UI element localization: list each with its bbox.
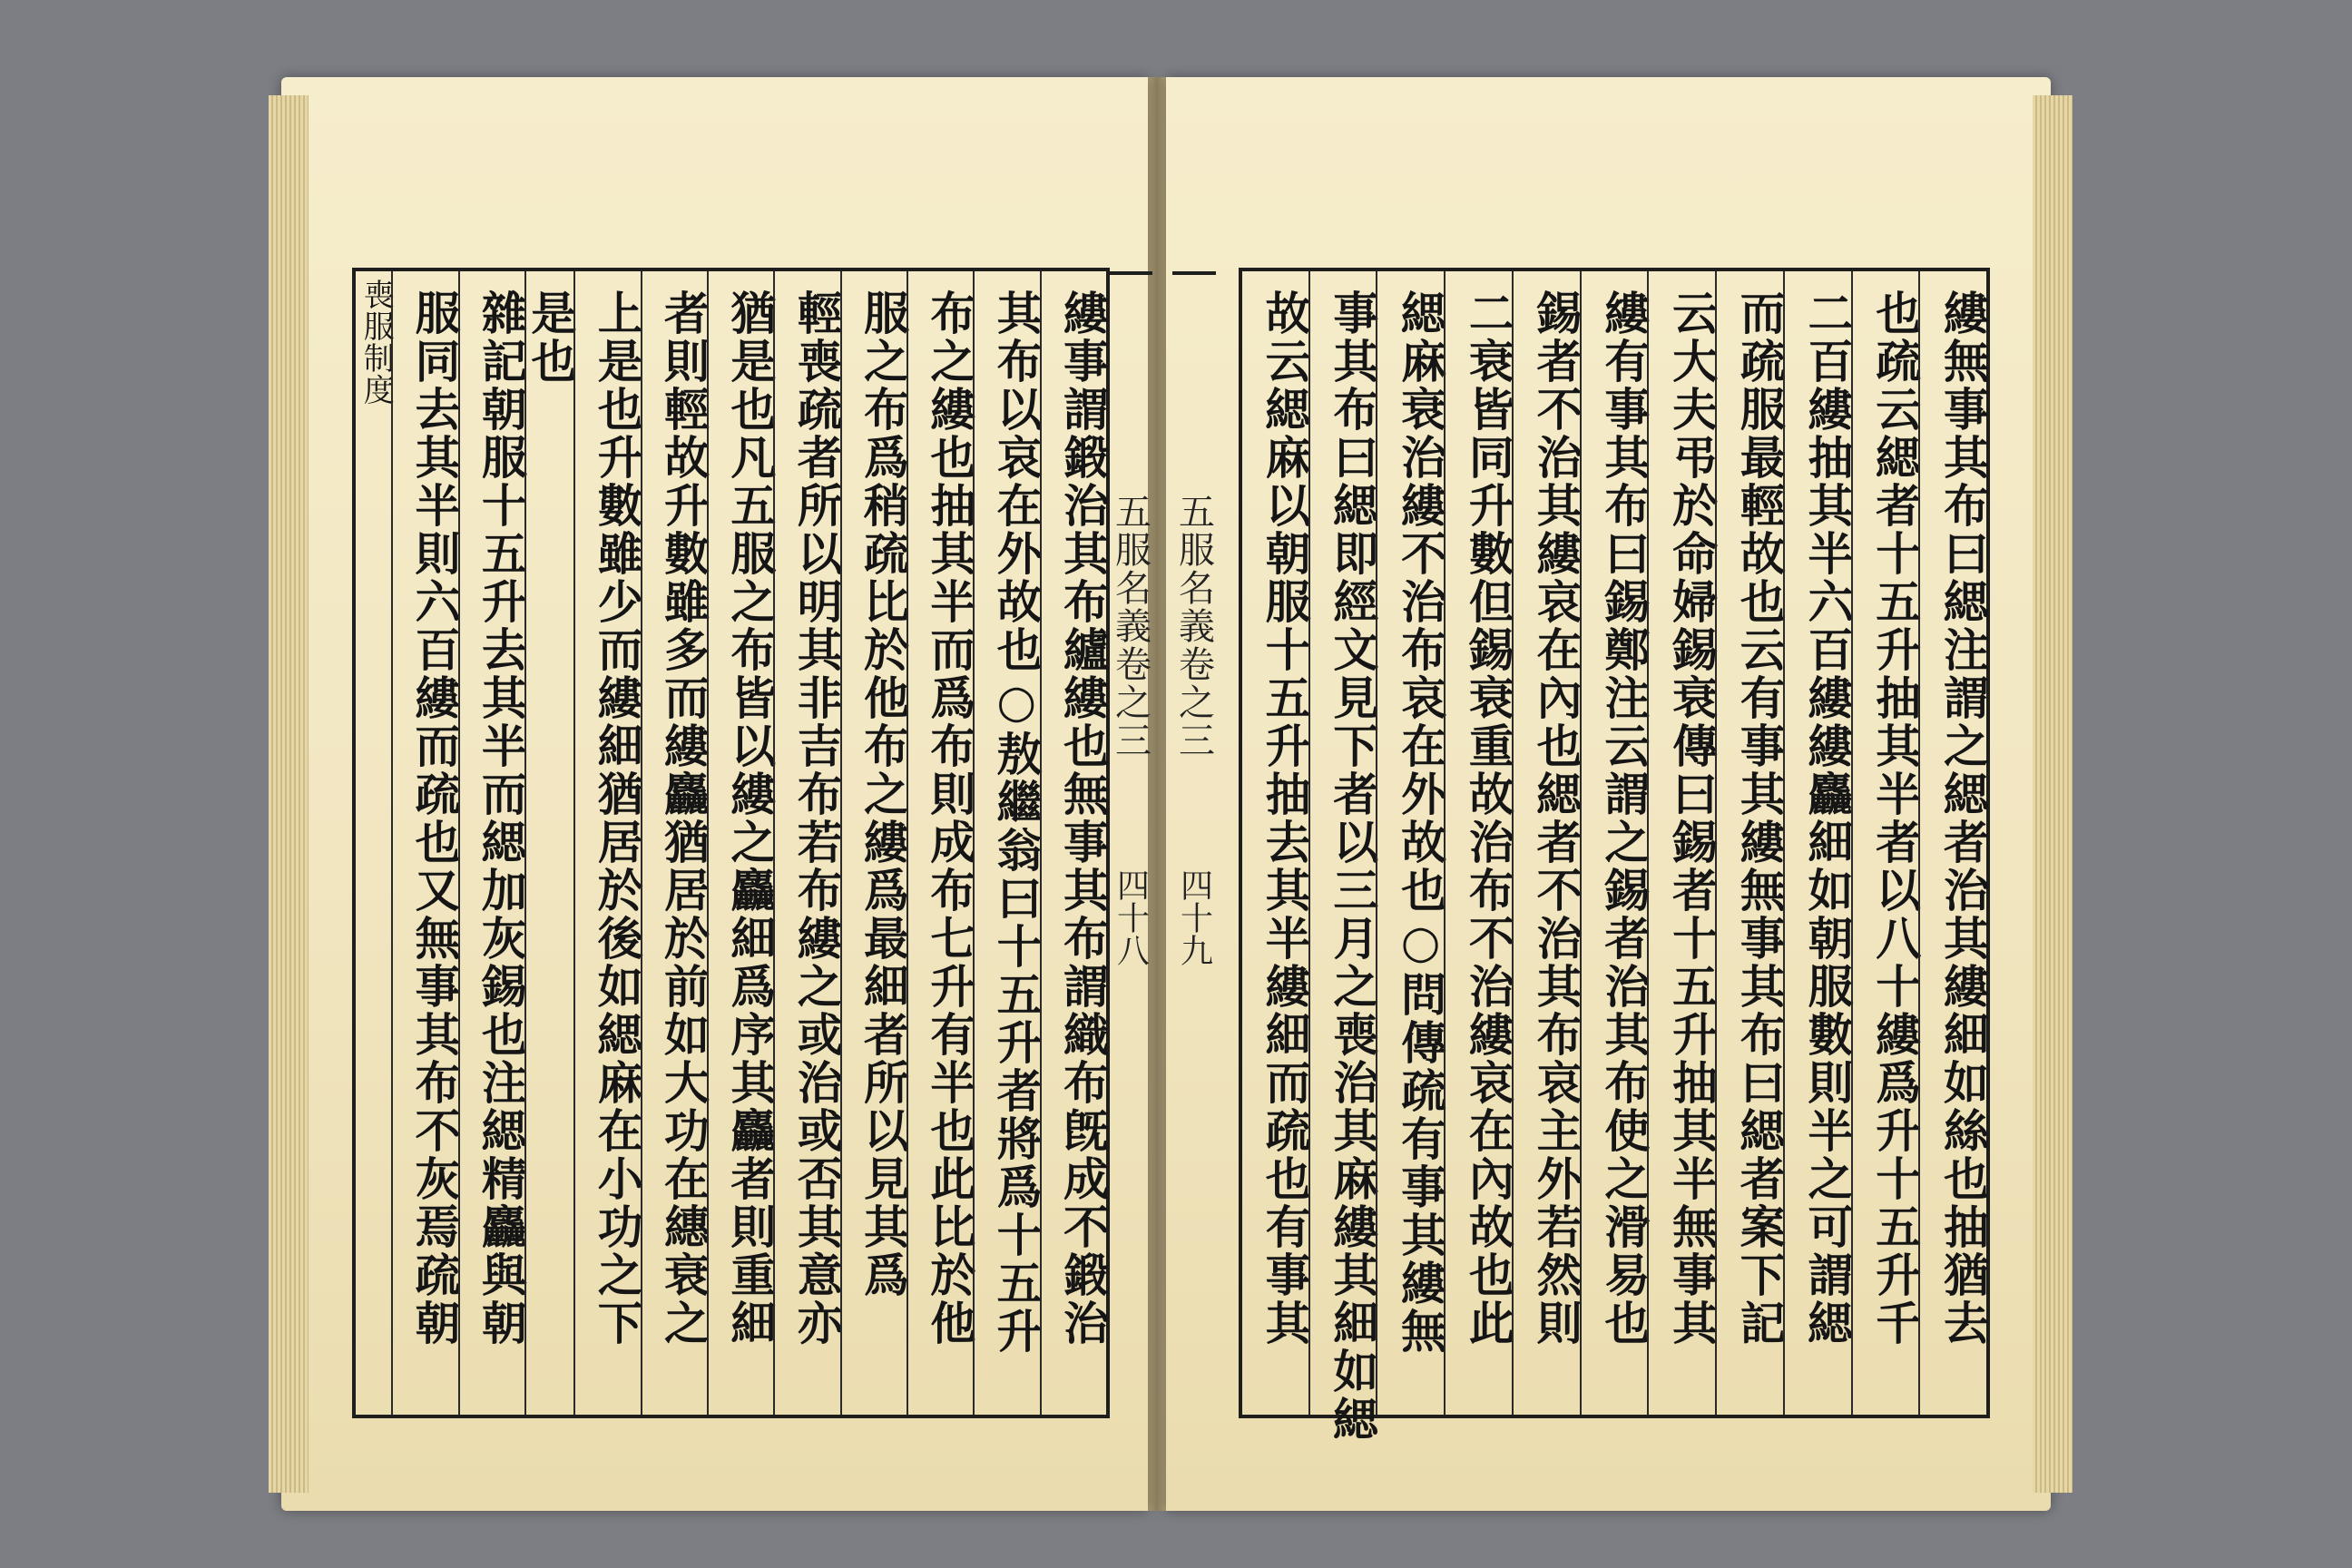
- text-column: 錫者不治其縷哀在內也緦者不治其布哀主外若然則: [1512, 271, 1580, 1415]
- text-column: 是也: [524, 271, 574, 1415]
- text-column: 二百縷抽其半六百縷縷麤細如朝服數則半之可謂緦: [1783, 271, 1851, 1415]
- fold-fishtail-mark: [1109, 271, 1152, 284]
- text-column: 二衰皆同升數但錫衰重故治布不治縷哀在內故也此: [1444, 271, 1512, 1415]
- fold-title: 五服名義卷之三: [1109, 493, 1152, 760]
- page-edge-left: [269, 95, 309, 1493]
- text-column: 也疏云緦者十五升抽其半者以八十縷爲升十五升千: [1851, 271, 1919, 1415]
- text-column: 緦麻衰治縷不治布哀在外故也○問傳疏有事其縷無: [1376, 271, 1444, 1415]
- fold-title: 五服名義卷之三: [1172, 493, 1215, 760]
- text-column: 雜記朝服十五升去其半而緦加灰錫也注緦精麤與朝: [458, 271, 524, 1415]
- text-column: 其布以哀在外故也○敖繼翁曰十五升者將爲十五升: [973, 271, 1039, 1415]
- text-column: 服之布爲稍疏比於他布之縷爲最細者所以見其爲: [840, 271, 906, 1415]
- right-page: [1166, 77, 2051, 1511]
- page-number: 四十九: [1175, 868, 1213, 966]
- page-edge-right: [2033, 95, 2073, 1493]
- text-column: 縷有事其布曰錫鄭注云謂之錫者治其布使之滑易也: [1580, 271, 1648, 1415]
- text-column: 縷事謂鍛治其布纑縷也無事其布謂織布旣成不鍛治: [1040, 271, 1106, 1415]
- left-fold-margin: [1102, 268, 1159, 1418]
- text-column: 布之縷也抽其半而爲布則成布七升有半也此比於他: [906, 271, 973, 1415]
- running-head: 喪服制度: [358, 279, 395, 406]
- open-book: [281, 77, 2060, 1511]
- fold-fishtail-mark: [1172, 271, 1216, 284]
- text-column: 故云緦麻以朝服十五升抽去其半縷細而疏也有事其: [1258, 289, 1312, 1348]
- text-column: 者則輕故升數雖多而縷麤猶居於前如大功在繐衰之: [641, 271, 707, 1415]
- page-number: 四十八: [1112, 868, 1150, 966]
- text-column: 云大夫弔於命婦錫衰傳曰錫者十五升抽其半無事其: [1647, 271, 1715, 1415]
- text-column: 輕喪疏者所以明其非吉布若布縷之或治或否其意亦: [773, 271, 839, 1415]
- left-page: [281, 77, 1152, 1511]
- right-fold-margin: [1166, 268, 1222, 1418]
- text-column: 猶是也凡五服之布皆以縷之麤細爲序其麤者則重細: [707, 271, 773, 1415]
- right-text-frame: [1239, 268, 1990, 1444]
- text-column: 而疏服最輕故也云有事其縷無事其布曰緦者案下記: [1715, 271, 1783, 1415]
- text-column: 事其布曰緦即經文見下者以三月之喪治其麻縷其細如緦: [1308, 271, 1377, 1415]
- text-column: 上是也升數雖少而縷細猶居於後如緦麻在小功之下: [573, 271, 640, 1415]
- text-column: 服同去其半則六百縷而疏也又無事其布不灰焉疏朝: [391, 271, 457, 1415]
- text-column: 縷無事其布曰緦注謂之緦者治其縷細如絲也抽猶去: [1918, 271, 1986, 1415]
- left-text-frame: [352, 268, 1110, 1418]
